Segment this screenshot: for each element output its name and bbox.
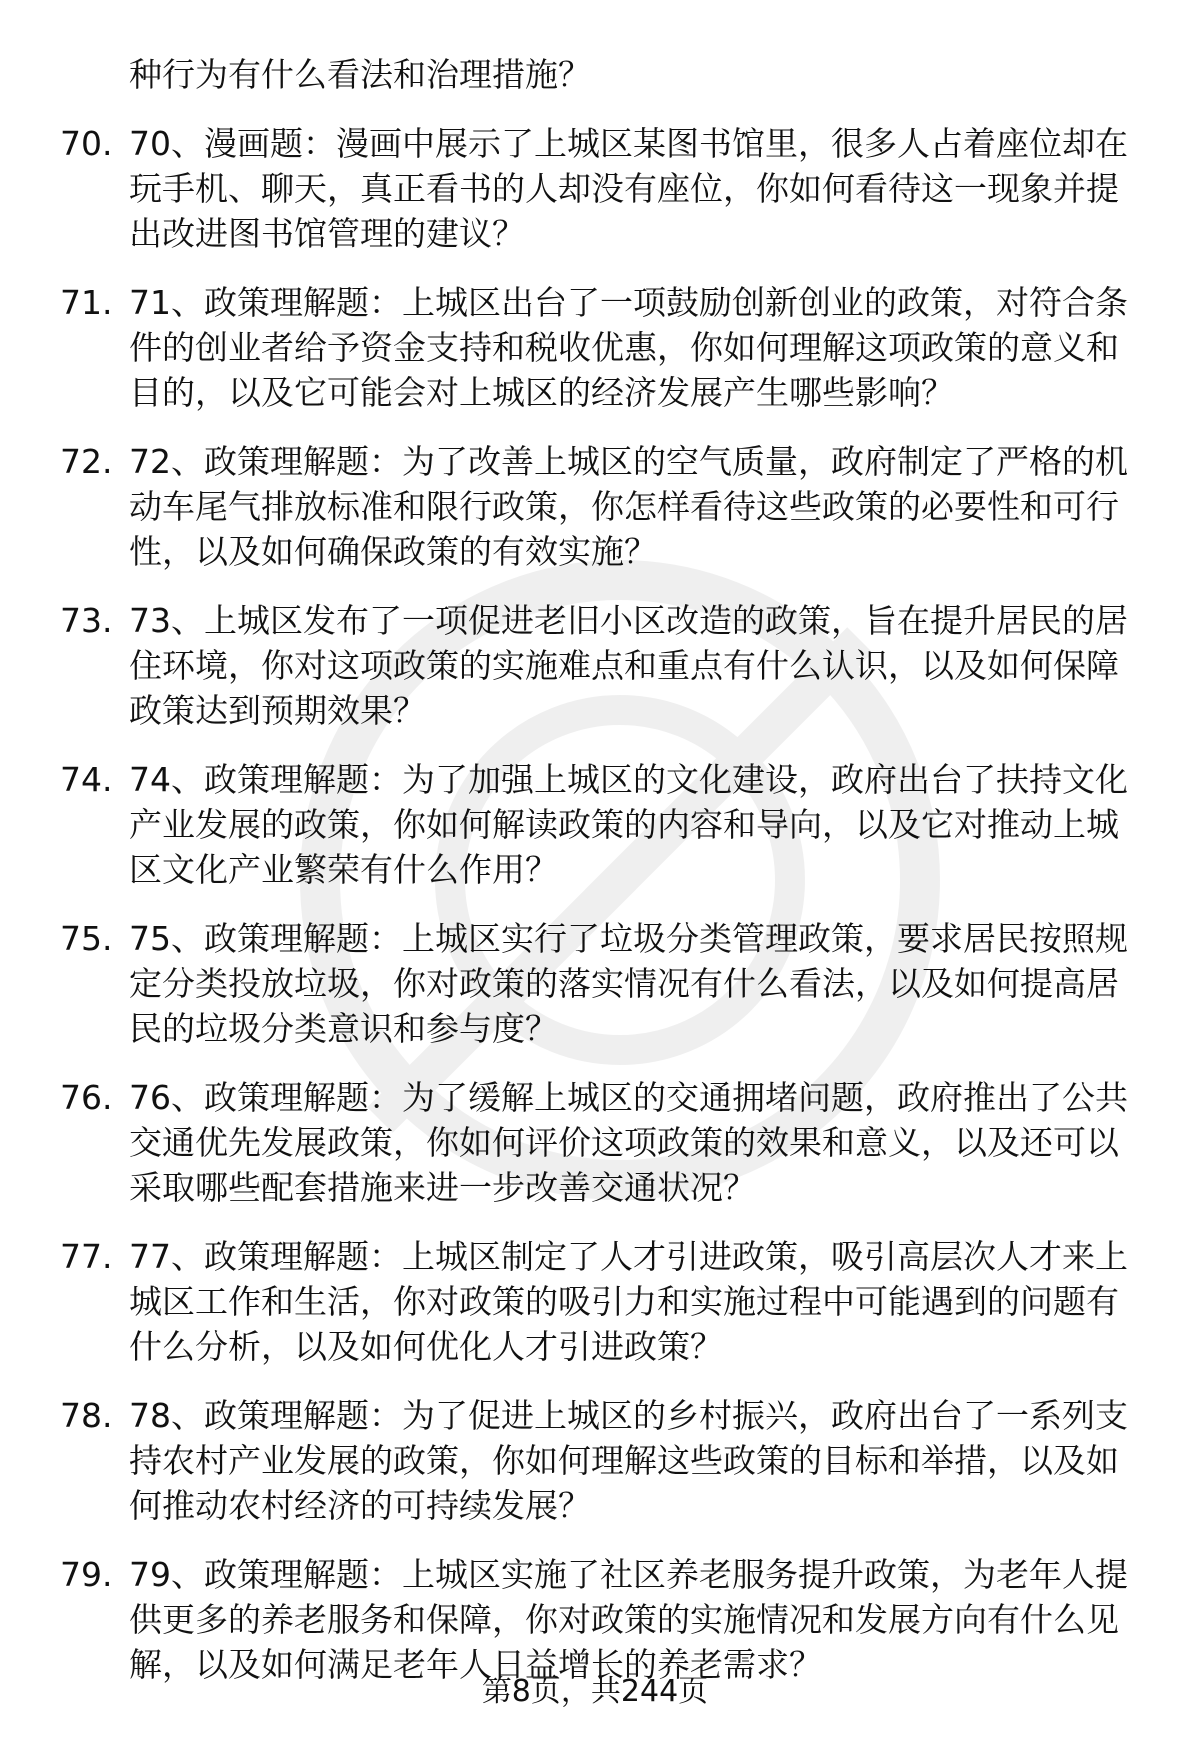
question-item-79 — [60, 1552, 1148, 1687]
question-number: 71. — [60, 283, 113, 322]
question-text: 71、政策理解题：上城区出台了一项鼓励创新创业的政策，对符合条件的创业者给予资金支持和税收优惠，你如何理解这项政策的意义和目的，以及它可能会对上城区的经济发展产生哪些影响？ — [129, 283, 1128, 412]
question-number: 77. — [60, 1237, 113, 1276]
question-text: 70、漫画题：漫画中展示了上城区某图书馆里，很多人占着座位却在玩手机、聊天，真正看书的人却没有座位，你如何看待这一现象并提出改进图书馆管理的建议？ — [129, 124, 1128, 253]
question-number: 75. — [60, 919, 113, 958]
question-item-72 — [60, 439, 1148, 574]
page-number-label: 第8页，共244页 — [481, 1674, 709, 1709]
question-text: 73、上城区发布了一项促进老旧小区改造的政策，旨在提升居民的居住环境，你对这项政策的实施难点和重点有什么认识，以及如何保障政策达到预期效果？ — [129, 601, 1128, 730]
question-list — [60, 121, 1148, 1687]
question-item-70 — [60, 121, 1148, 256]
question-text: 72、政策理解题：为了改善上城区的空气质量，政府制定了严格的机动车尾气排放标准和限行政策，你怎样看待这些政策的必要性和可行性，以及如何确保政策的有效实施？ — [129, 442, 1128, 571]
question-number: 78. — [60, 1396, 113, 1435]
question-text: 76、政策理解题：为了缓解上城区的交通拥堵问题，政府推出了公共交通优先发展政策，你如何评价这项政策的效果和意义，以及还可以采取哪些配套措施来进一步改善交通状况？ — [129, 1078, 1128, 1207]
page-footer — [0, 1672, 1190, 1712]
question-number: 76. — [60, 1078, 113, 1117]
question-number: 74. — [60, 760, 113, 799]
question-item-73 — [60, 598, 1148, 733]
question-text: 77、政策理解题：上城区制定了人才引进政策，吸引高层次人才来上城区工作和生活，你对政策的吸引力和实施过程中可能遇到的问题有什么分析，以及如何优化人才引进政策？ — [129, 1237, 1128, 1366]
question-number: 79. — [60, 1555, 113, 1594]
question-item-77 — [60, 1234, 1148, 1369]
question-number: 73. — [60, 601, 113, 640]
question-text: 78、政策理解题：为了促进上城区的乡村振兴，政府出台了一系列支持农村产业发展的政策，你如何理解这些政策的目标和举措，以及如何推动农村经济的可持续发展？ — [129, 1396, 1128, 1525]
question-text: 75、政策理解题：上城区实行了垃圾分类管理政策，要求居民按照规定分类投放垃圾，你对政策的落实情况有什么看法，以及如何提高居民的垃圾分类意识和参与度？ — [129, 919, 1128, 1048]
question-item-75 — [60, 916, 1148, 1051]
question-item-71 — [60, 280, 1148, 415]
question-item-76 — [60, 1075, 1148, 1210]
continuation-text: 种行为有什么看法和治理措施？ — [129, 55, 591, 94]
question-text: 74、政策理解题：为了加强上城区的文化建设，政府出台了扶持文化产业发展的政策，你如何解读政策的内容和导向，以及它对推动上城区文化产业繁荣有什么作用？ — [129, 760, 1128, 889]
question-text: 79、政策理解题：上城区实施了社区养老服务提升政策，为老年人提供更多的养老服务和保障，你对政策的实施情况和发展方向有什么见解，以及如何满足老年人日益增长的养老需求？ — [129, 1555, 1128, 1684]
question-item-78 — [60, 1393, 1148, 1528]
question-number: 70. — [60, 124, 113, 163]
question-item-74 — [60, 757, 1148, 892]
question-number: 72. — [60, 442, 113, 481]
